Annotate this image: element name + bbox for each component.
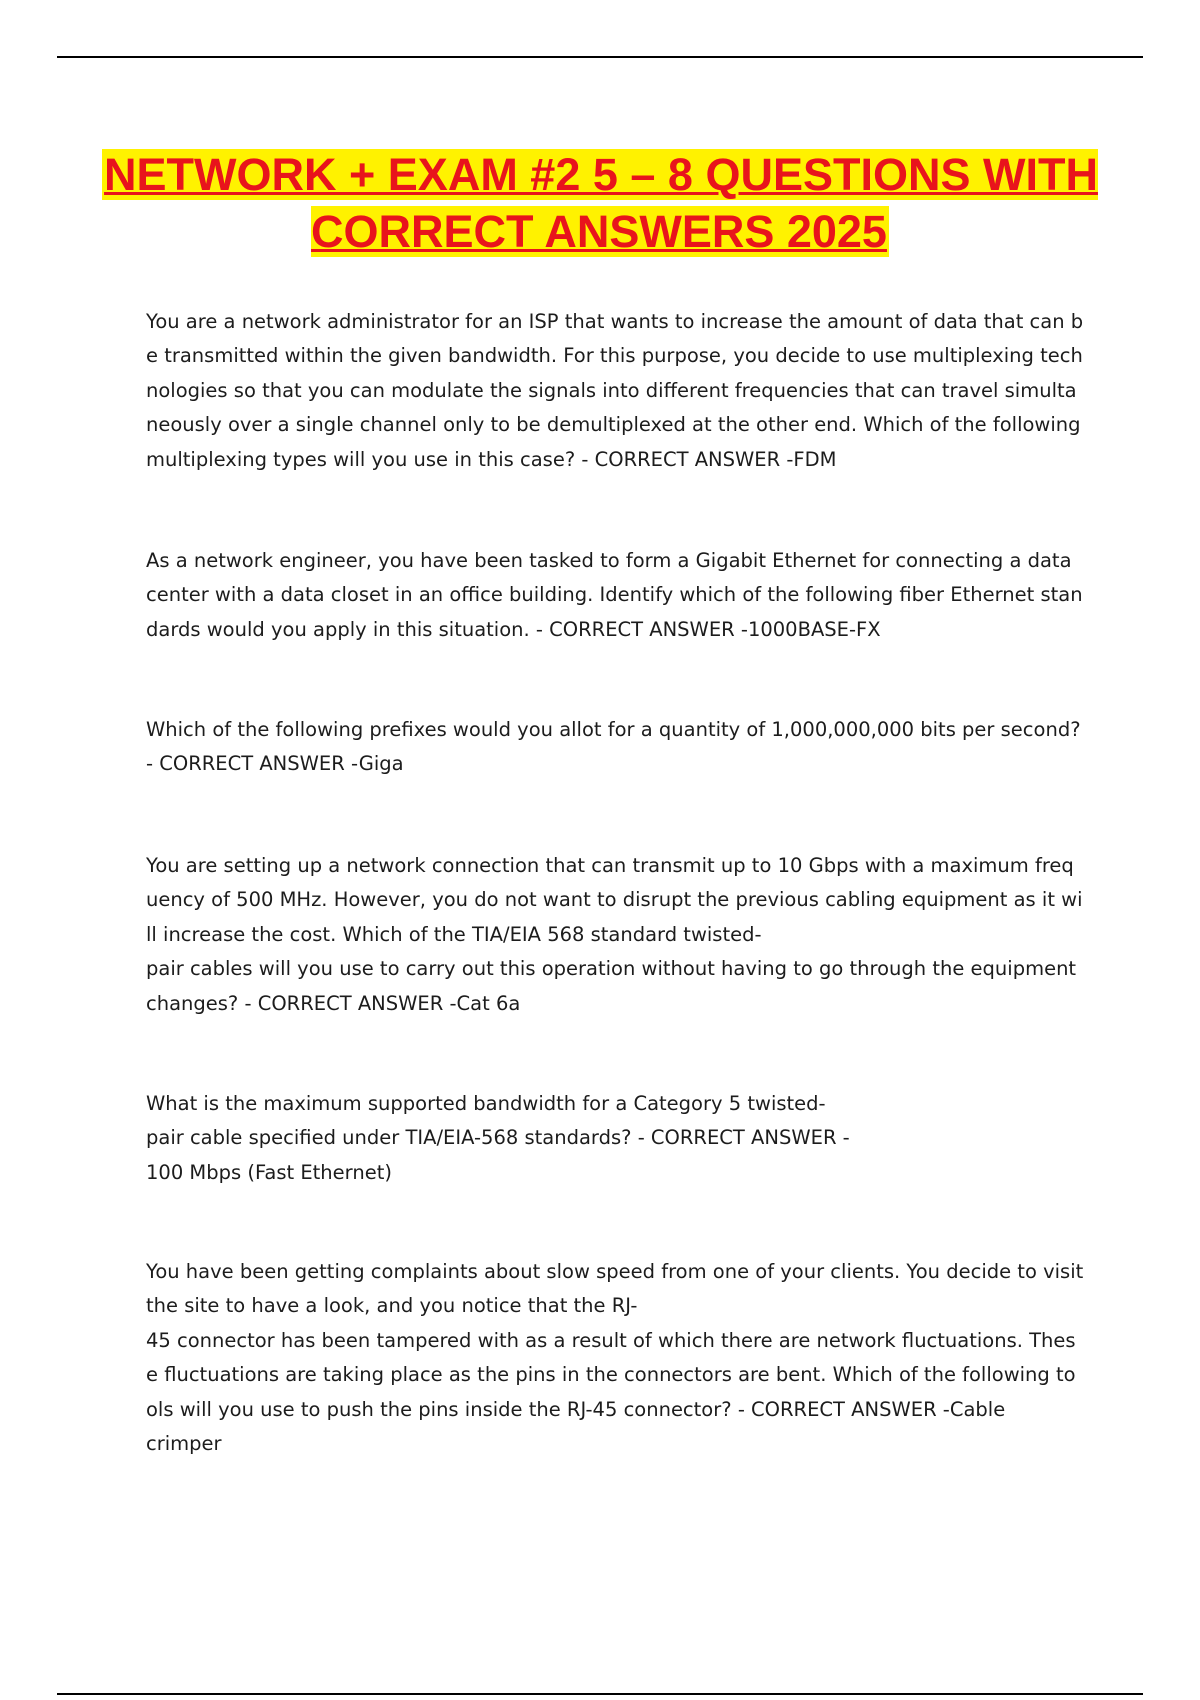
question-6-text-a: You have been getting complaints about slow speed from one of your clients. You decide to visit the site to have a look, and you notice that the RJ- xyxy=(146,1260,1084,1318)
answer-1: FDM xyxy=(793,447,837,471)
question-6 xyxy=(146,1255,1086,1461)
question-4-text-b: pair cables will you use to carry out this operation without having to go through the equipment changes? xyxy=(146,957,1077,1015)
question-3 xyxy=(146,713,1086,782)
answer-6: Cable crimper xyxy=(146,1397,1006,1456)
top-rule xyxy=(57,56,1143,58)
question-5-text-a: What is the maximum supported bandwidth for a Category 5 twisted- xyxy=(146,1092,826,1115)
answer-marker: - CORRECT ANSWER - xyxy=(581,447,794,471)
bottom-rule xyxy=(57,1693,1143,1695)
question-1 xyxy=(146,305,1086,477)
document-title xyxy=(60,146,1140,260)
answer-3: Giga xyxy=(358,752,404,776)
answer-5: 100 Mbps (Fast Ethernet) xyxy=(146,1160,392,1184)
question-2 xyxy=(146,544,1086,647)
answer-marker: - CORRECT ANSWER - xyxy=(737,1397,950,1421)
answer-marker: - CORRECT ANSWER - xyxy=(637,1126,850,1150)
question-4 xyxy=(146,849,1086,1021)
answer-marker: - CORRECT ANSWER - xyxy=(244,991,457,1015)
question-5 xyxy=(146,1087,1086,1190)
document-title-text: NETWORK + EXAM #2 5 – 8 QUESTIONS WITH CORRECT ANSWERS 2025 xyxy=(104,149,1098,257)
question-3-text: Which of the following prefixes would you allot for a quantity of 1,000,000,000 bits per second? xyxy=(146,718,1081,741)
question-6-text-b: 45 connector has been tampered with as a result of which there are network fluctuations. These fluctuations are taking place as the pins in the connectors are bent. Which of the following tools will you use to push the pins inside the RJ-45 connector? xyxy=(146,1328,1076,1421)
question-2-text: As a network engineer, you have been tasked to form a Gigabit Ethernet for connecting a data center with a data closet in an office building. Identify which of the following fiber Ethernet standards would you apply in this situation. xyxy=(146,549,1083,641)
answer-4: Cat 6a xyxy=(456,991,521,1015)
answer-2: 1000BASE-FX xyxy=(747,617,881,641)
answer-marker: - CORRECT ANSWER - xyxy=(146,752,359,776)
question-5-text-b: pair cable specified under TIA/EIA-568 standards? xyxy=(146,1126,632,1150)
question-1-text: You are a network administrator for an ISP that wants to increase the amount of data that can be transmitted within the given bandwidth. For this purpose, you decide to use multiplexing technologies so that you can modulate the signals into different frequencies that can travel simultaneously over a single channel only to be demultiplexed at the other end. Which of the following multiplexing types will you use in this case? xyxy=(146,310,1084,471)
answer-marker: - CORRECT ANSWER - xyxy=(535,617,748,641)
question-4-text-a: You are setting up a network connection that can transmit up to 10 Gbps with a maximum frequency of 500 MHz. However, you do not want to disrupt the previous cabling equipment as it will increase the cost. Which of the TIA/EIA 568 standard twisted- xyxy=(146,854,1083,946)
